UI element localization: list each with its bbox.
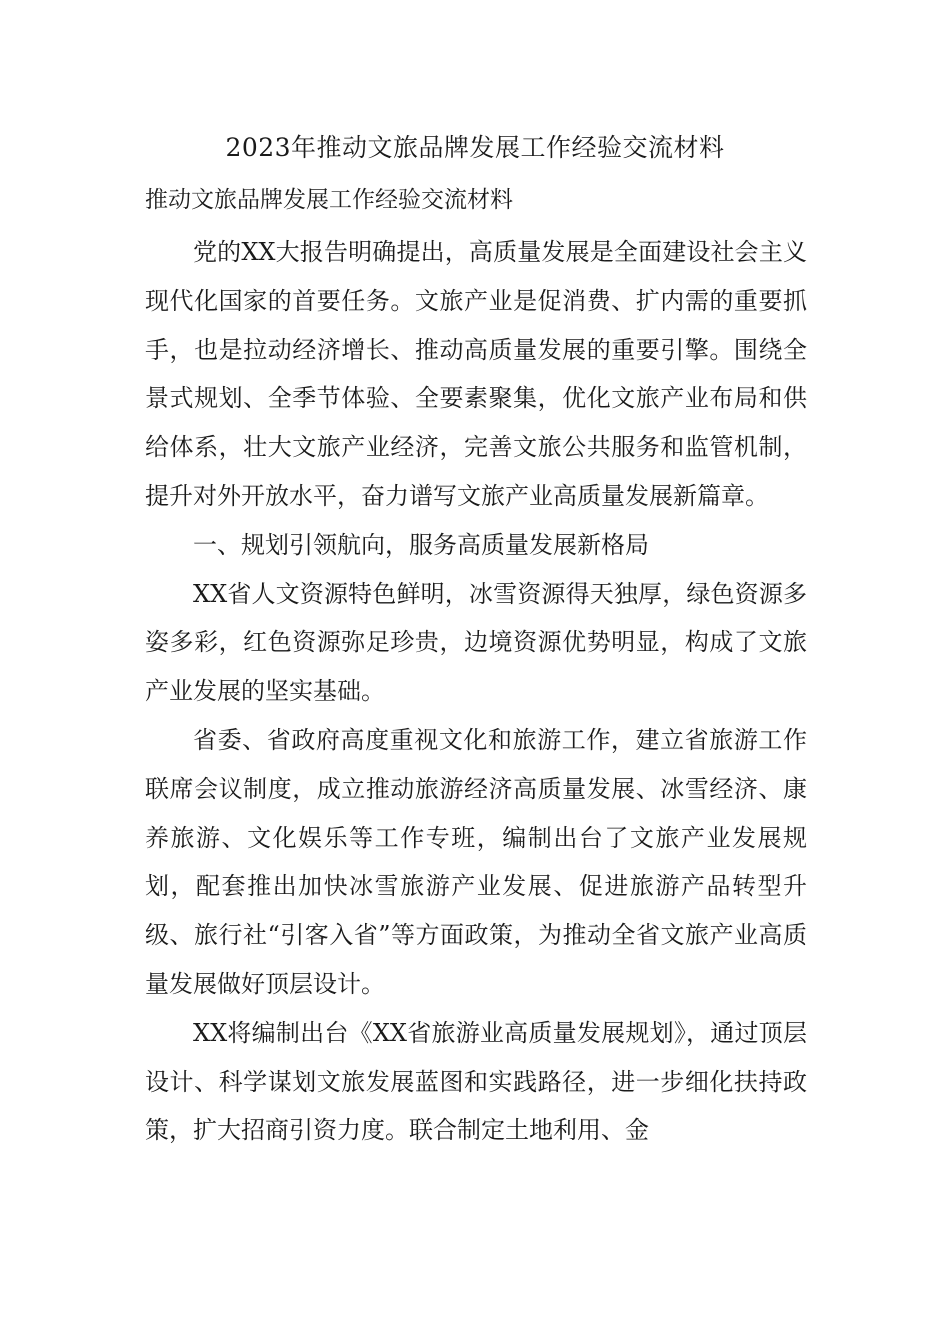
intro-paragraph: 党的XX大报告明确提出，高质量发展是全面建设社会主义现代化国家的首要任务。文旅产业是促消费、扩内需的重要抓手，也是拉动经济增长、推动高质量发展的重要引擎。围绕全景式规划、全季节体验、全要素聚集，优化文旅产业布局和供给体系，壮大文旅产业经济，完善文旅公共服务和监管机制，提升对外开放水平，奋力谱写文旅产业高质量发展新篇章。 [145, 238, 807, 510]
document-title: 2023年推动文旅品牌发展工作经验交流材料 [225, 133, 725, 162]
section-paragraph: XX将编制出台《XX省旅游业高质量发展规划》，通过顶层设计、科学谋划文旅发展蓝图和实践路径，进一步细化扶持政策，扩大招商引资力度。联合制定土地利用、金 [145, 1018, 807, 1145]
document-subtitle: 推动文旅品牌发展工作经验交流材料 [145, 187, 513, 213]
document-body [145, 228, 807, 1155]
section-paragraph: 省委、省政府高度重视文化和旅游工作，建立省旅游工作联席会议制度，成立推动旅游经济高质量发展、冰雪经济、康养旅游、文化娱乐等工作专班，编制出台了文旅产业发展规划，配套推出加快冰雪旅游产业发展、促进旅游产品转型升级、旅行社“引客入省”等方面政策，为推动全省文旅产业高质量发展做好顶层设计。 [145, 725, 807, 998]
section-paragraph: XX省人文资源特色鲜明，冰雪资源得天独厚，绿色资源多姿多彩，红色资源弥足珍贵，边境资源优势明显，构成了文旅产业发展的坚实基础。 [145, 579, 807, 706]
section-heading: 一、规划引领航向，服务高质量发展新格局 [193, 530, 649, 559]
